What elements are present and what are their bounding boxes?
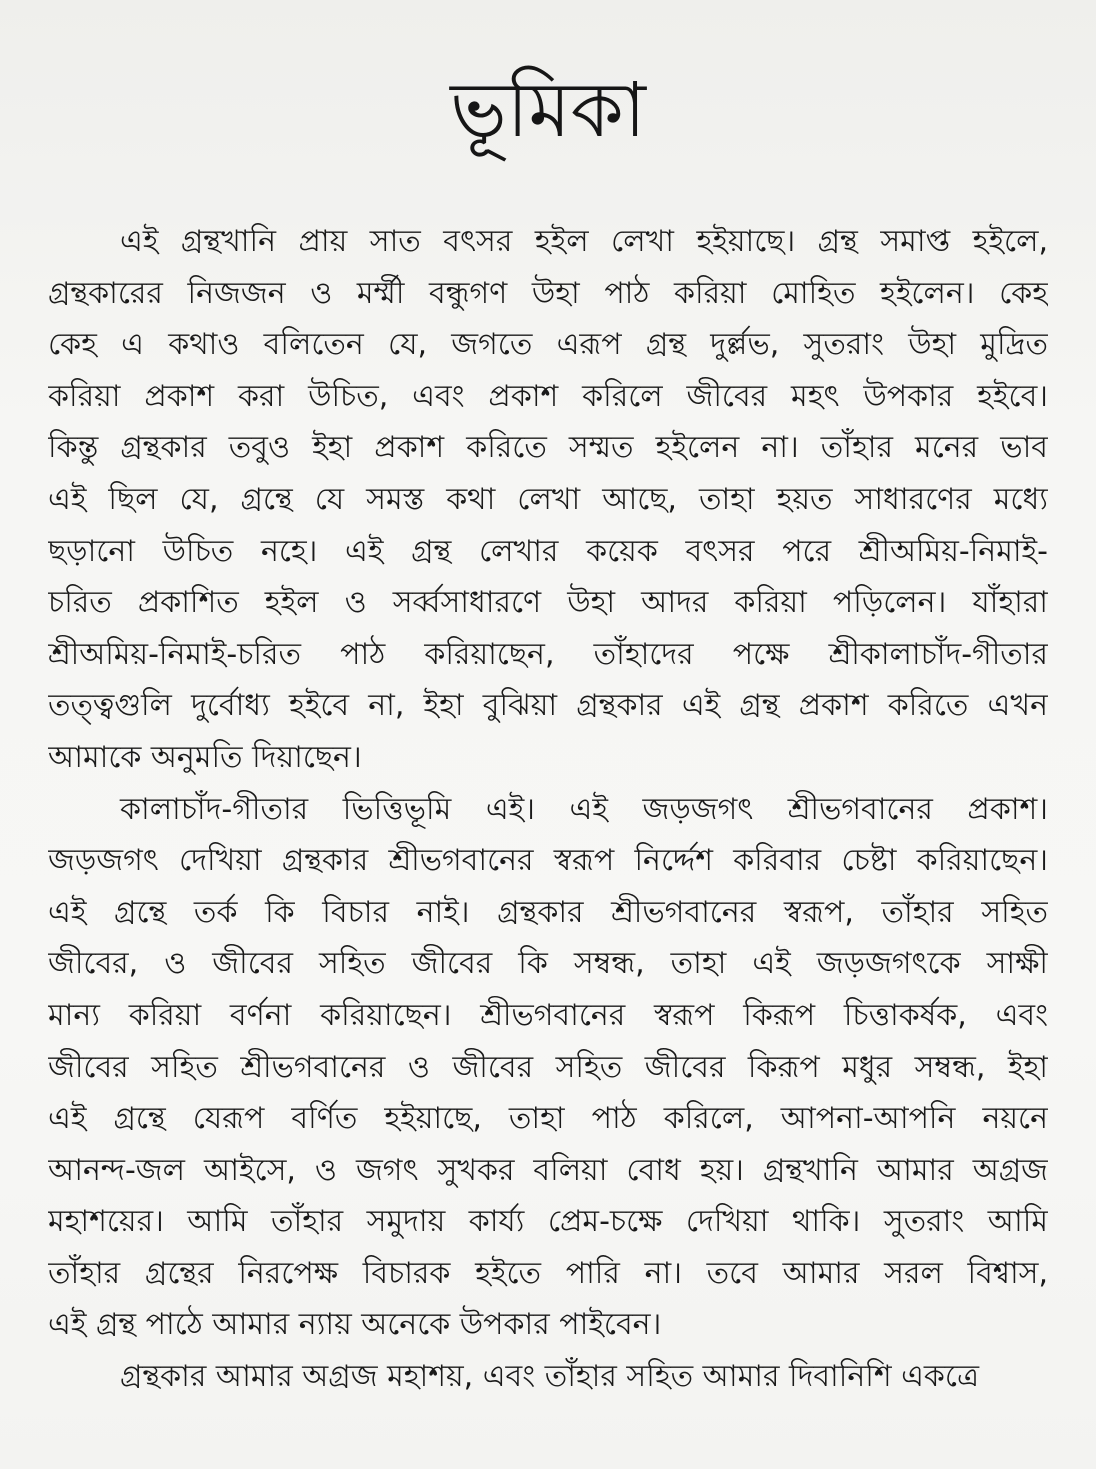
text-line: কেহ এ কথাও বলিতেন যে, জগতে এরূপ গ্রন্থ দুর্ল্লভ, সুতরাং উহা মুদ্রিত	[48, 327, 1048, 363]
text-line: কিন্তু গ্রন্থকার তবুও ইহা প্রকাশ করিতে সম্মত হইলেন না। তাঁহার মনের ভাব	[48, 430, 1048, 466]
text-line: আমাকে অনুমতি দিয়াছেন।	[48, 739, 362, 775]
text-line: এই গ্রন্থখানি প্রায় সাত বৎসর হইল লেখা হইয়াছে। গ্রন্থ সমাপ্ত হইলে,	[120, 224, 1048, 259]
text-line: এই গ্রন্থে যেরূপ বর্ণিত হইয়াছে, তাহা পাঠ করিলে, আপনা-আপনি নয়নে	[48, 1101, 1048, 1137]
paragraph-2	[48, 784, 1048, 1352]
text-line: করিয়া প্রকাশ করা উচিত, এবং প্রকাশ করিলে জীবের মহৎ উপকার হইবে।	[48, 378, 1048, 414]
text-line: মান্য করিয়া বর্ণনা করিয়াছেন। শ্রীভগবানের স্বরূপ কিরূপ চিত্তাকর্ষক, এবং	[48, 997, 1048, 1033]
text-line: চরিত প্রকাশিত হইল ও সর্ব্বসাধারণে উহা আদর করিয়া পড়িলেন। যাঁহারা	[48, 585, 1048, 621]
text-line: জীবের সহিত শ্রীভগবানের ও জীবের সহিত জীবের কিরূপ মধুর সম্বন্ধ, ইহা	[48, 1049, 1048, 1085]
text-line: জীবের, ও জীবের সহিত জীবের কি সম্বন্ধ, তাহা এই জড়জগৎকে সাক্ষী	[48, 946, 1048, 982]
paragraph-3	[48, 1351, 1048, 1403]
text-line: তত্ত্বগুলি দুর্বোধ্য হইবে না, ইহা বুঝিয়া গ্রন্থকার এই গ্রন্থ প্রকাশ করিতে এখন	[48, 688, 1048, 724]
text-line: শ্রীঅমিয়-নিমাই-চরিত পাঠ করিয়াছেন, তাঁহাদের পক্ষে শ্রীকালাচাঁদ-গীতার	[48, 636, 1048, 672]
text-line: মহাশয়ের। আমি তাঁহার সমুদায় কার্য্য প্রেম-চক্ষে দেখিয়া থাকি। সুতরাং আমি	[48, 1204, 1048, 1240]
text-line: তাঁহার গ্রন্থের নিরপেক্ষ বিচারক হইতে পারি না। তবে আমার সরল বিশ্বাস,	[48, 1255, 1048, 1291]
text-line: আনন্দ-জল আইসে, ও জগৎ সুখকর বলিয়া বোধ হয়। গ্রন্থখানি আমার অগ্রজ	[48, 1152, 1048, 1188]
text-line: কালাচাঁদ-গীতার ভিত্তিভূমি এই। এই জড়জগৎ শ্রীভগবানের প্রকাশ।	[120, 791, 1048, 827]
text-line: গ্রন্থকারের নিজজন ও মর্ম্মী বন্ধুগণ উহা পাঠ করিয়া মোহিত হইলেন। কেহ	[48, 275, 1048, 311]
paragraph-1	[48, 216, 1048, 784]
text-line: গ্রন্থকার আমার অগ্রজ মহাশয়, এবং তাঁহার সহিত আমার দিবানিশি একত্রে	[120, 1359, 980, 1395]
text-line: এই ছিল যে, গ্রন্থে যে সমস্ত কথা লেখা আছে, তাহা হয়ত সাধারণের মধ্যে	[48, 481, 1048, 517]
document-body	[48, 216, 1048, 1403]
page-title: ভূমিকা	[450, 65, 646, 154]
text-line: ছড়ানো উচিত নহে। এই গ্রন্থ লেখার কয়েক বৎসর পরে শ্রীঅমিয়-নিমাই-	[48, 533, 1048, 569]
text-line: জড়জগৎ দেখিয়া গ্রন্থকার শ্রীভগবানের স্বরূপ নির্দ্দেশ করিবার চেষ্টা করিয়াছেন।	[48, 843, 1048, 879]
text-line: এই গ্রন্থে তর্ক কি বিচার নাই। গ্রন্থকার শ্রীভগবানের স্বরূপ, তাঁহার সহিত	[48, 894, 1048, 930]
text-line: এই গ্রন্থ পাঠে আমার ন্যায় অনেকে উপকার পাইবেন।	[48, 1307, 662, 1343]
